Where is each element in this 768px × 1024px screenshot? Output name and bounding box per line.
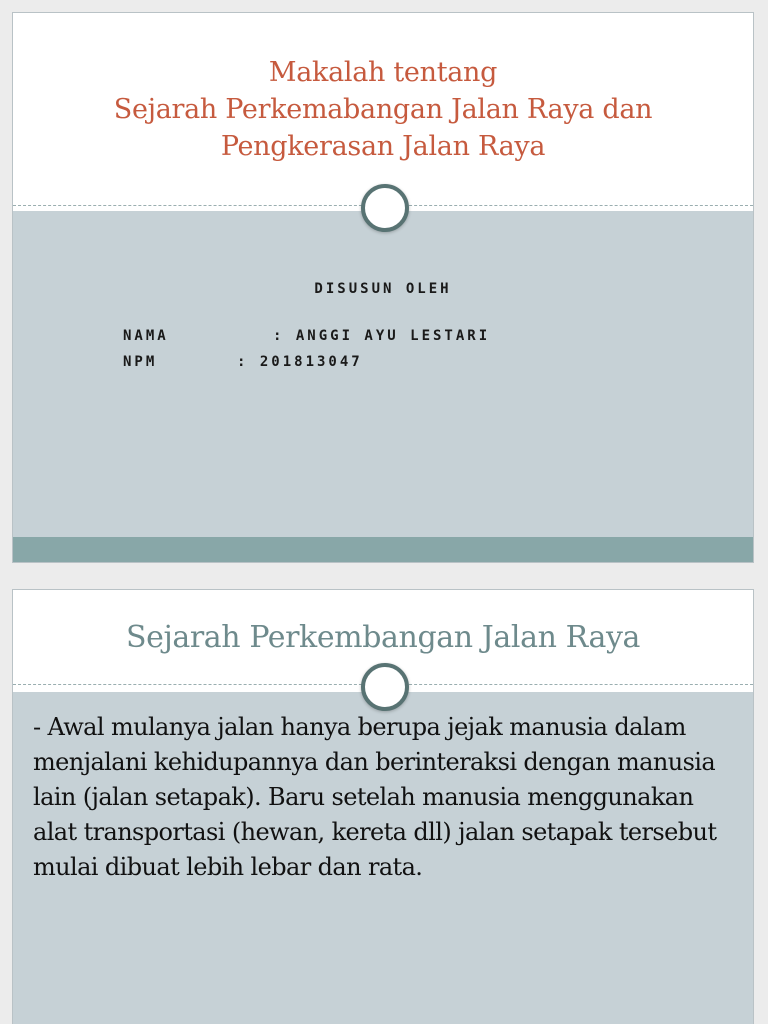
circle-ornament-icon: [361, 663, 409, 711]
nama-row: [123, 328, 490, 344]
title-area: [13, 13, 753, 205]
body-paragraph: - Awal mulanya jalan hanya berupa jejak manusia dalam menjalani kehidupannya dan berinteraksi dengan manusia lain (jalan setapak). Baru setelah manusia menggunakan alat transportasi (hewan, kereta dll) jalan setapak tersebut mulai dibuat lebih lebar dan rata.: [33, 713, 717, 881]
bottom-band: [13, 537, 753, 563]
byline: DISUSUN OLEH: [314, 281, 452, 297]
slide-title-text: [114, 54, 653, 165]
title-line-3: Pengkerasan Jalan Raya: [220, 130, 546, 162]
npm-label: NPM: [123, 354, 158, 370]
title-line-1: Makalah tentang: [268, 56, 498, 88]
circle-ornament-icon: [361, 184, 409, 232]
slide-history: [12, 589, 754, 1024]
npm-value: : 201813047: [237, 354, 363, 370]
slide-title: [12, 12, 754, 563]
nama-label: NAMA: [123, 328, 169, 344]
nama-value: : ANGGI AYU LESTARI: [273, 328, 491, 344]
content-area: [13, 211, 753, 537]
title-line-2: Sejarah Perkemabangan Jalan Raya dan: [113, 93, 653, 125]
npm-row: [123, 354, 363, 370]
slide-title-text: Sejarah Perkembangan Jalan Raya: [125, 620, 641, 655]
